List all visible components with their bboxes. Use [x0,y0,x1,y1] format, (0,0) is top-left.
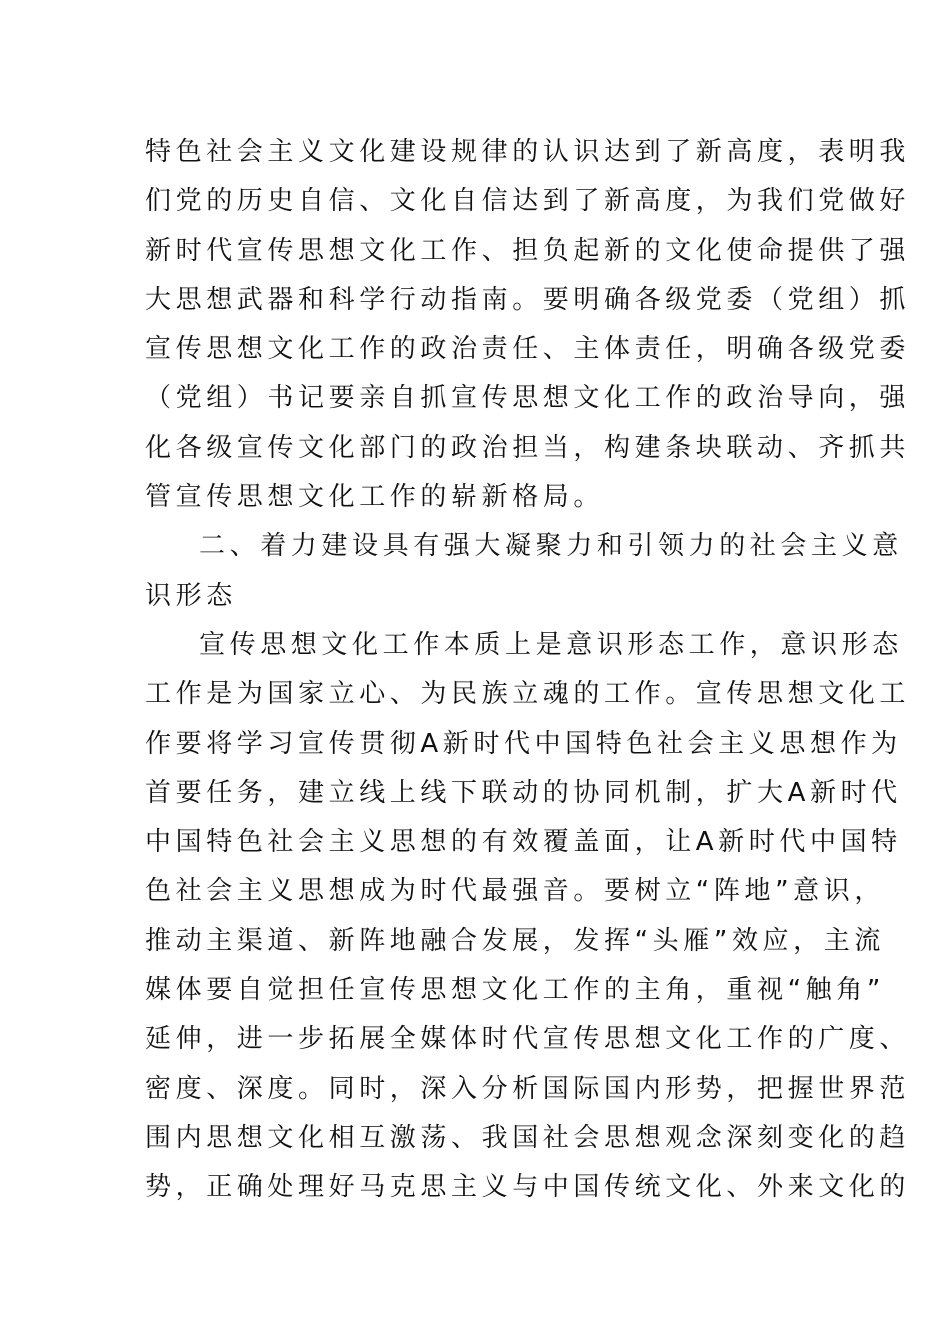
section-heading-2 [145,522,903,621]
text-line: 管宣传思想文化工作的崭新格局。 [145,482,605,513]
document-body [145,128,911,1213]
text-line: 大思想武器和科学行动指南。要明确各级党委（党组）抓 [145,284,911,315]
paragraph-3 [145,621,911,1213]
text-line: 延伸，进一步拓展全媒体时代宣传思想文化工作的广度、 [145,1024,911,1055]
text-line: 宣传思想文化工作本质上是意识形态工作，意识形态 [199,629,903,660]
text-line: 首要任务，建立线上线下联动的协同机制，扩大A新时代 [145,777,902,808]
text-line: （党组）书记要亲自抓宣传思想文化工作的政治导向，强 [145,383,911,414]
text-line: 作要将学习宣传贯彻A新时代中国特色社会主义思想作为 [145,728,902,759]
text-line: 密度、深度。同时，深入分析国际国内形势，把握世界范 [145,1073,911,1104]
heading-line: 二、着力建设具有强大凝聚力和引领力的社会主义意 [199,531,903,562]
text-line: 势，正确处理好马克思主义与中国传统文化、外来文化的 [145,1172,911,1203]
heading-line: 识形态 [145,580,237,611]
text-line: 们党的历史自信、文化自信达到了新高度，为我们党做好 [145,186,911,217]
text-line: 化各级宣传文化部门的政治担当，构建条块联动、齐抓共 [145,432,911,463]
text-line: 围内思想文化相互激荡、我国社会思想观念深刻变化的趋 [145,1122,911,1153]
text-line: 推动主渠道、新阵地融合发展，发挥“头雁”效应，主流 [145,925,885,956]
text-line: 宣传思想文化工作的政治责任、主体责任，明确各级党委 [145,334,911,365]
text-line: 色社会主义思想成为时代最强音。要树立“阵地”意识， [145,876,885,907]
text-line: 特色社会主义文化建设规律的认识达到了新高度，表明我 [145,137,911,167]
text-line: 工作是为国家立心、为民族立魂的工作。宣传思想文化工 [145,679,911,710]
text-line: 中国特色社会主义思想的有效覆盖面，让A新时代中国特 [145,827,902,858]
text-line: 新时代宣传思想文化工作、担负起新的文化使命提供了强 [145,235,911,266]
text-line: 媒体要自觉担任宣传思想文化工作的主角，重视“触角” [145,975,885,1006]
paragraph-1 [145,128,911,522]
